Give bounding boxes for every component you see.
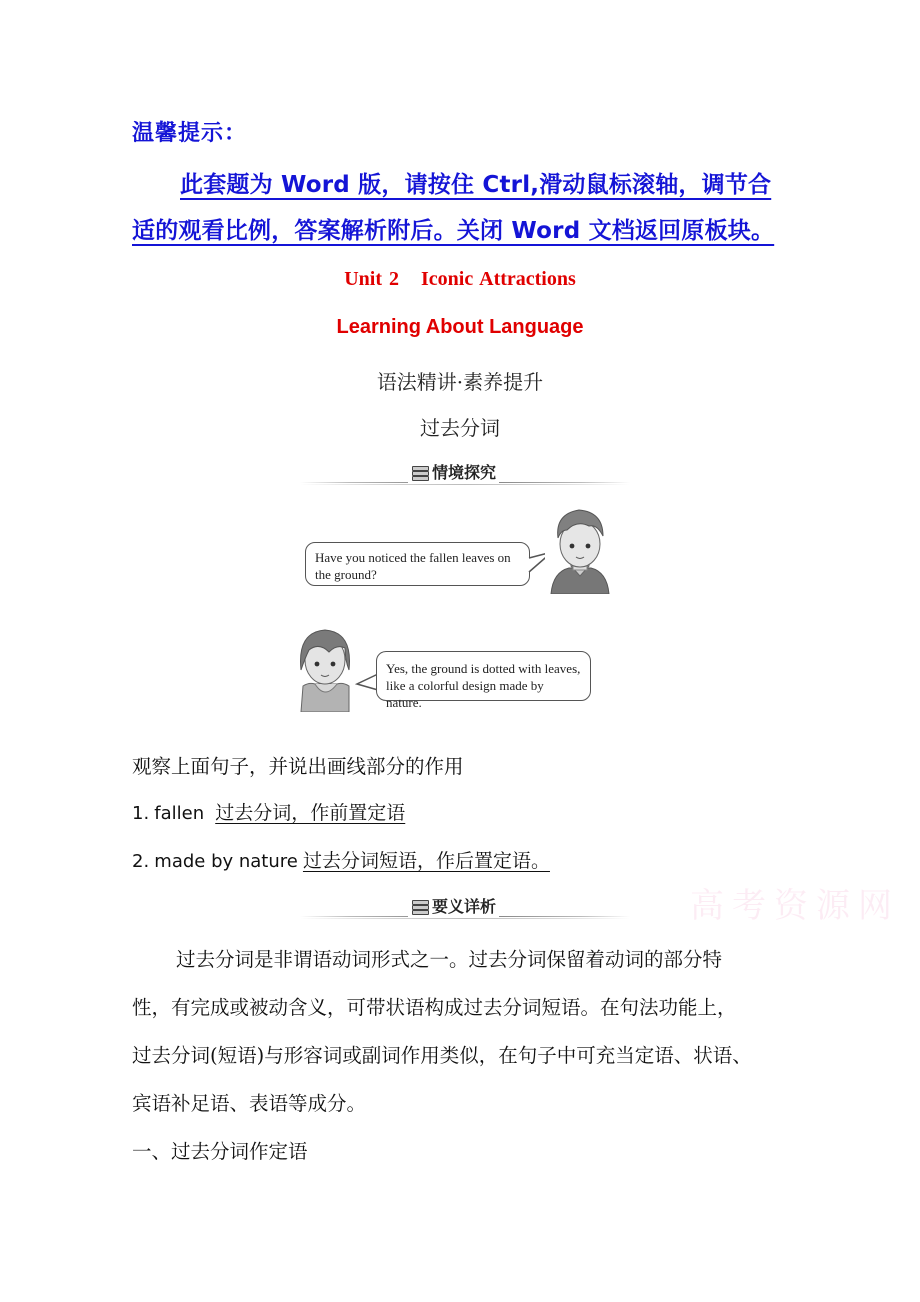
item-number: 1.: [132, 803, 150, 824]
item-number: 2.: [132, 851, 150, 872]
section-label: 情境探究: [432, 463, 497, 482]
tip-line-1: 此套题为 Word 版，请按住 Ctrl,滑动鼠标滚轴，调节合: [180, 172, 772, 198]
tip-title: 温馨提示：: [132, 121, 248, 146]
divider: [300, 918, 630, 919]
item-answer: 过去分词，作前置定语: [215, 802, 406, 824]
unit-number: Unit 2: [344, 268, 400, 290]
subheading: 一、过去分词作定语: [132, 1140, 308, 1163]
section-title: 语法精讲·素养提升: [376, 370, 544, 394]
paragraph-line-3: 过去分词(短语)与形容词或副词作用类似，在句子中可充当定语、状语、: [132, 1044, 752, 1067]
section-label: 要义详析: [432, 897, 497, 916]
boy-avatar-icon: [545, 506, 615, 594]
unit-title: Iconic Attractions: [421, 268, 576, 290]
book-stack-icon: [411, 898, 429, 914]
exercise-prompt: 观察上面句子，并说出画线部分的作用: [132, 755, 464, 778]
exercise-item-1: [132, 798, 405, 825]
paragraph-line-2: 性，有完成或被动含义，可带状语构成过去分词短语。在句法功能上，: [132, 996, 737, 1019]
item-term: fallen: [154, 803, 205, 824]
section-header-details: [300, 890, 630, 924]
book-stack-icon: [411, 464, 429, 480]
watermark: 高考资源网: [690, 886, 900, 926]
unit-heading: [0, 268, 920, 291]
paragraph-line-4: 宾语补足语、表语等成分。: [132, 1092, 367, 1115]
speech-bubble-girl: Yes, the ground is dotted with leaves, like a colorful design made by nature.: [376, 651, 591, 701]
exercise-item-2: [132, 846, 556, 873]
tip-line-2: 适的观看比例，答案解析附后。关闭 Word 文档返回原板块。: [132, 218, 775, 244]
divider: [300, 484, 630, 485]
girl-avatar-icon: [295, 626, 357, 712]
item-term: made by nature: [154, 851, 298, 872]
section-header-situation: [300, 456, 630, 490]
paragraph-line-1: 过去分词是非谓语动词形式之一。过去分词保留着动词的部分特: [176, 948, 723, 971]
lesson-title: Learning About Language: [336, 316, 584, 338]
speech-bubble-boy: Have you noticed the fallen leaves on the ground?: [305, 542, 530, 586]
topic-title: 过去分词: [420, 416, 500, 440]
item-answer: 过去分词短语，作后置定语。: [302, 850, 550, 872]
